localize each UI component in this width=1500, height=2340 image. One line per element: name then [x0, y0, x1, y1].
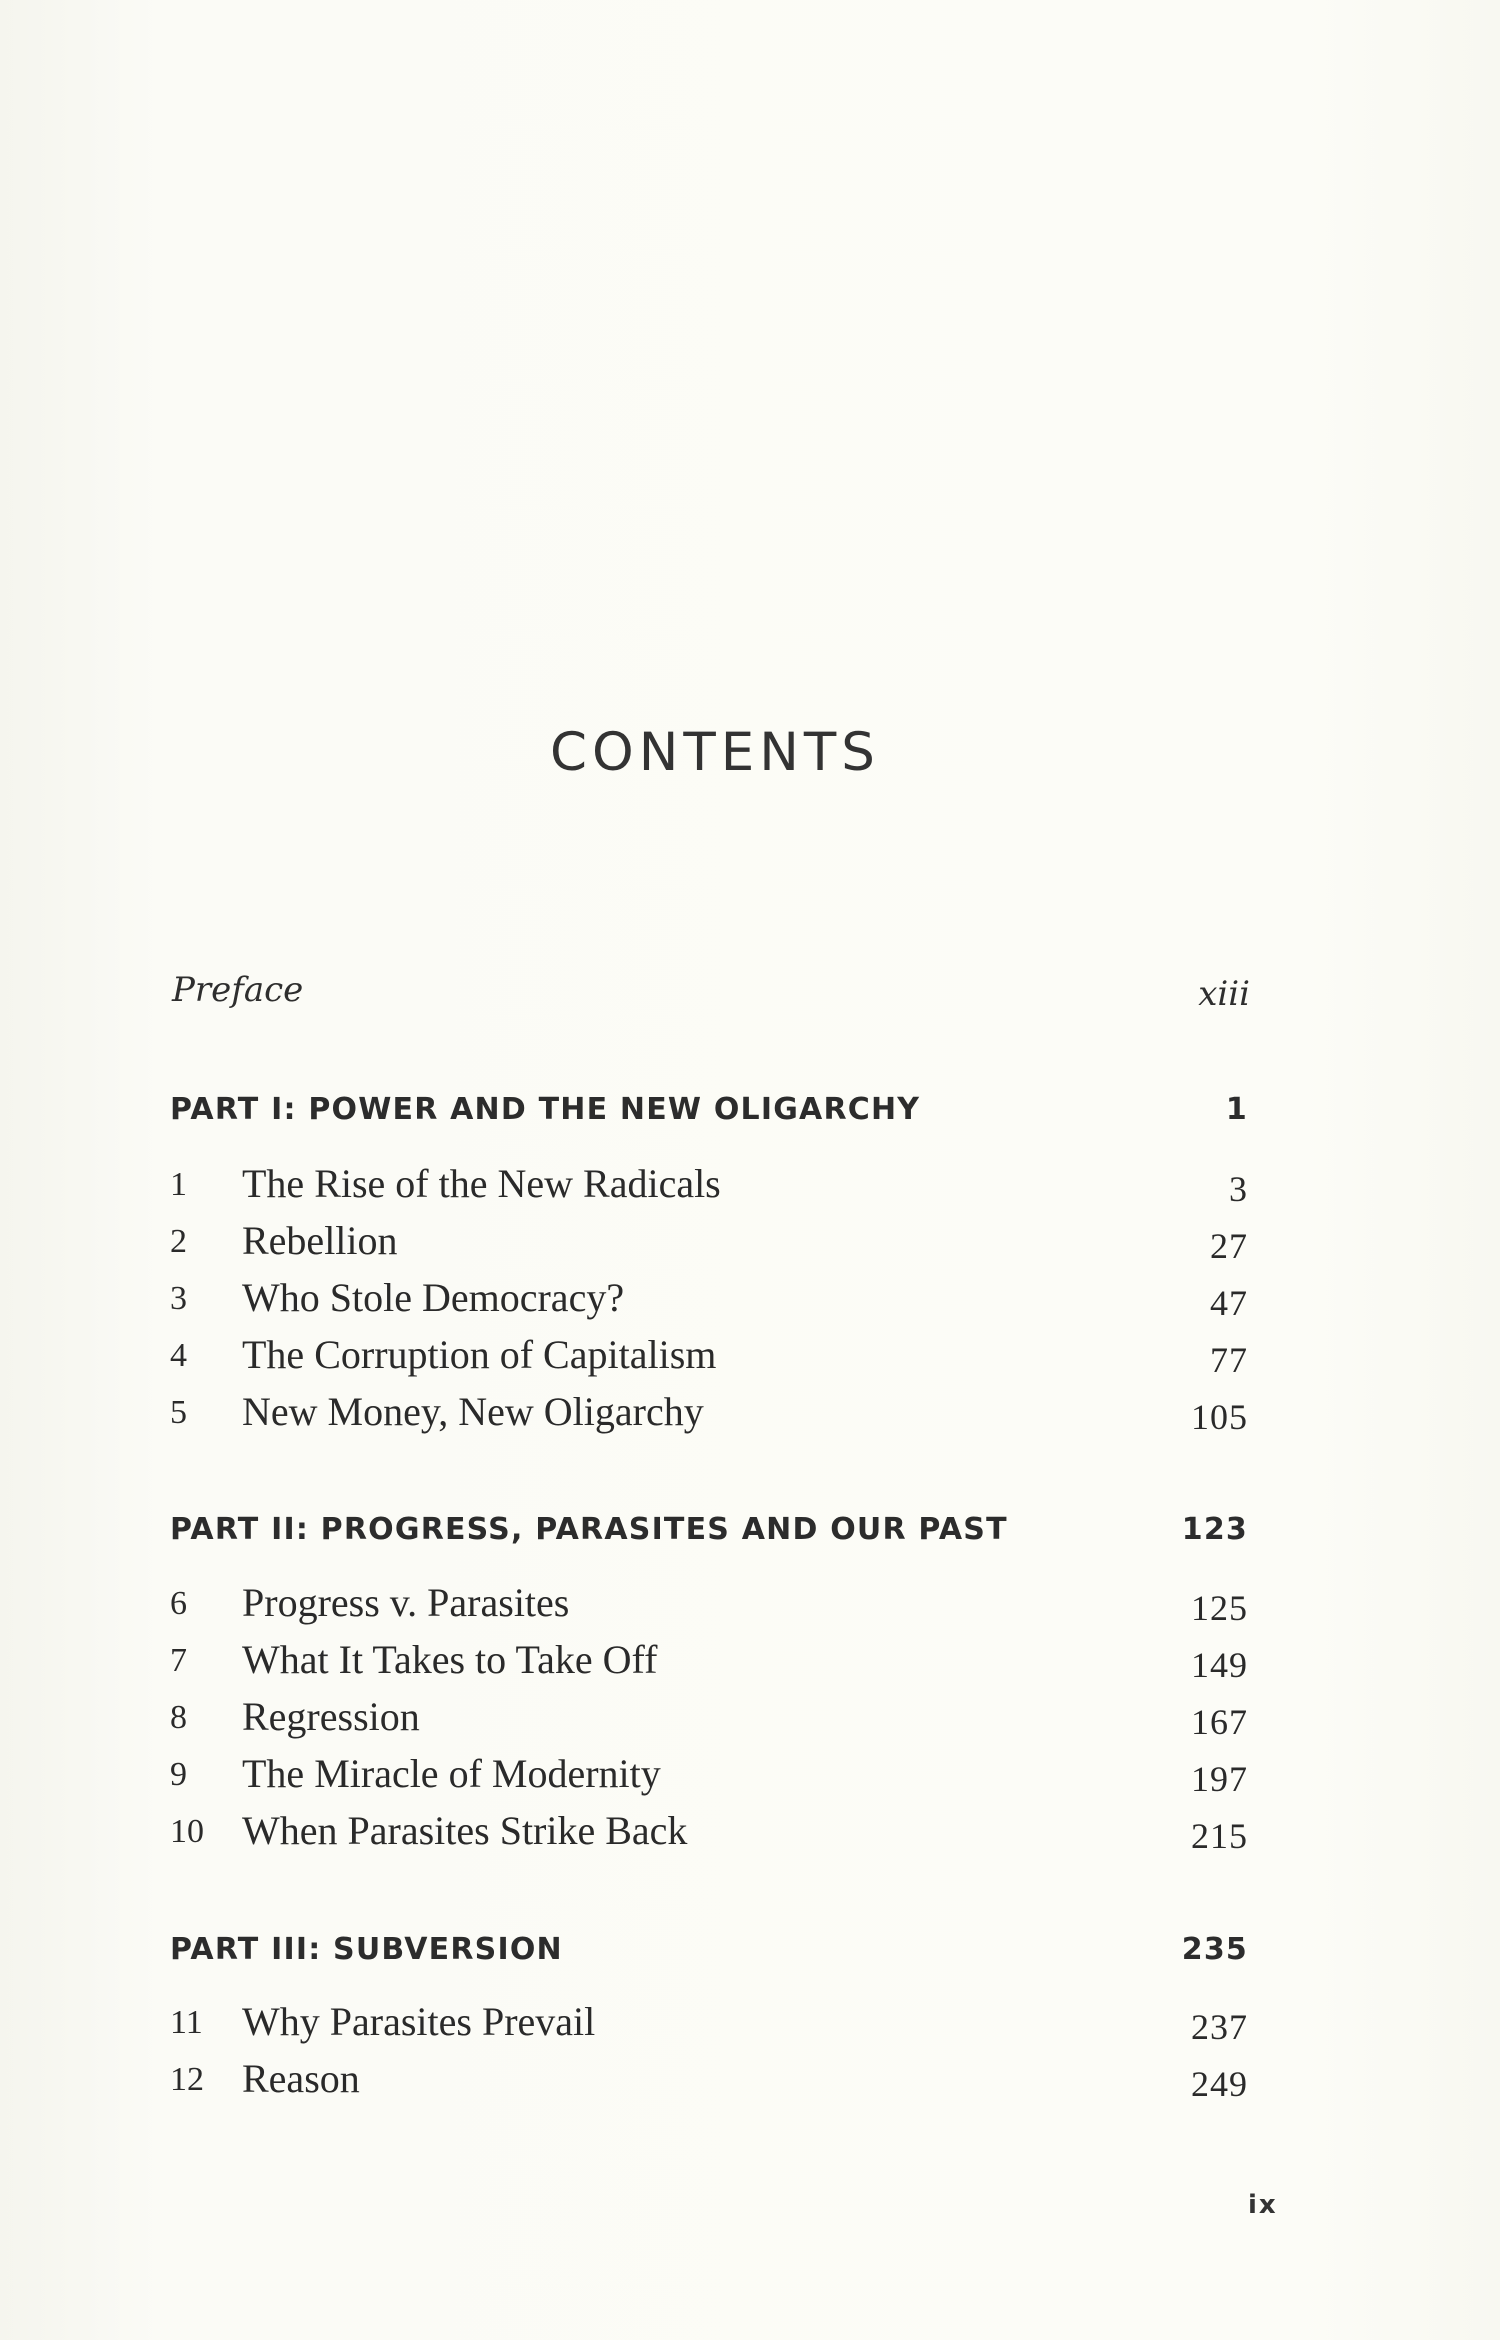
toc-chapter-4[interactable] [170, 1331, 1248, 1381]
toc-chapter-2[interactable] [170, 1217, 1248, 1267]
toc-preface-entry[interactable] [172, 970, 1250, 1022]
chapter-page-number: 27 [1210, 1226, 1248, 1266]
chapter-title: Regression [242, 1694, 420, 1739]
part-label: PART II: PROGRESS, PARASITES AND OUR PAST [170, 1512, 1008, 1547]
chapter-page-number: 249 [1191, 2064, 1248, 2104]
chapter-title: Progress v. Parasites [242, 1580, 570, 1625]
toc-chapter-5[interactable] [170, 1388, 1248, 1438]
toc-chapter-3[interactable] [170, 1274, 1248, 1324]
chapter-page-number: 197 [1191, 1759, 1248, 1799]
chapter-page-number: 215 [1191, 1816, 1248, 1856]
chapter-number: 1 [170, 1166, 187, 1203]
toc-chapter-6[interactable] [170, 1579, 1248, 1629]
chapter-title: What It Takes to Take Off [242, 1637, 658, 1682]
chapter-page-number: 47 [1210, 1283, 1248, 1323]
chapter-title: Who Stole Democracy? [242, 1275, 625, 1320]
toc-chapter-11[interactable] [170, 1998, 1248, 2048]
preface-page-number: xiii [1198, 974, 1250, 1014]
chapter-title: Why Parasites Prevail [242, 1999, 596, 2044]
chapter-number: 11 [170, 2004, 203, 2041]
chapter-page-number: 105 [1191, 1397, 1248, 1437]
chapter-title: New Money, New Oligarchy [242, 1389, 704, 1434]
toc-chapter-1[interactable] [170, 1160, 1248, 1210]
chapter-number: 12 [170, 2061, 204, 2098]
chapter-number: 8 [170, 1699, 187, 1736]
chapter-number: 5 [170, 1394, 187, 1431]
part-label: PART I: POWER AND THE NEW OLIGARCHY [170, 1092, 921, 1127]
chapter-page-number: 125 [1191, 1588, 1248, 1628]
toc-part-2[interactable] [170, 1512, 1248, 1556]
chapter-number: 2 [170, 1223, 187, 1260]
toc-part-1[interactable] [170, 1092, 1248, 1136]
chapter-page-number: 237 [1191, 2007, 1248, 2047]
toc-chapter-9[interactable] [170, 1750, 1248, 1800]
page-folio: ix [1248, 2190, 1278, 2220]
chapter-page-number: 149 [1191, 1645, 1248, 1685]
page-title: CONTENTS [550, 722, 880, 783]
chapter-number: 6 [170, 1585, 187, 1622]
part-page-number: 123 [1181, 1512, 1248, 1547]
part-label: PART III: SUBVERSION [170, 1932, 563, 1967]
chapter-title: Reason [242, 2056, 360, 2101]
chapter-title: Rebellion [242, 1218, 398, 1263]
chapter-title: The Miracle of Modernity [242, 1751, 661, 1796]
toc-chapter-7[interactable] [170, 1636, 1248, 1686]
chapter-title: The Corruption of Capitalism [242, 1332, 717, 1377]
chapter-number: 10 [170, 1813, 204, 1850]
chapter-title: The Rise of the New Radicals [242, 1161, 721, 1206]
toc-chapter-8[interactable] [170, 1693, 1248, 1743]
toc-part-3[interactable] [170, 1932, 1248, 1976]
chapter-number: 7 [170, 1642, 187, 1679]
preface-label: Preface [172, 970, 304, 1010]
part-page-number: 235 [1181, 1932, 1248, 1967]
chapter-title: When Parasites Strike Back [242, 1808, 688, 1853]
toc-chapter-10[interactable] [170, 1807, 1248, 1857]
chapter-page-number: 3 [1229, 1169, 1248, 1209]
chapter-number: 9 [170, 1756, 187, 1793]
toc-chapter-12[interactable] [170, 2055, 1248, 2105]
part-page-number: 1 [1225, 1092, 1248, 1127]
chapter-page-number: 167 [1191, 1702, 1248, 1742]
chapter-page-number: 77 [1210, 1340, 1248, 1380]
chapter-number: 4 [170, 1337, 187, 1374]
chapter-number: 3 [170, 1280, 187, 1317]
